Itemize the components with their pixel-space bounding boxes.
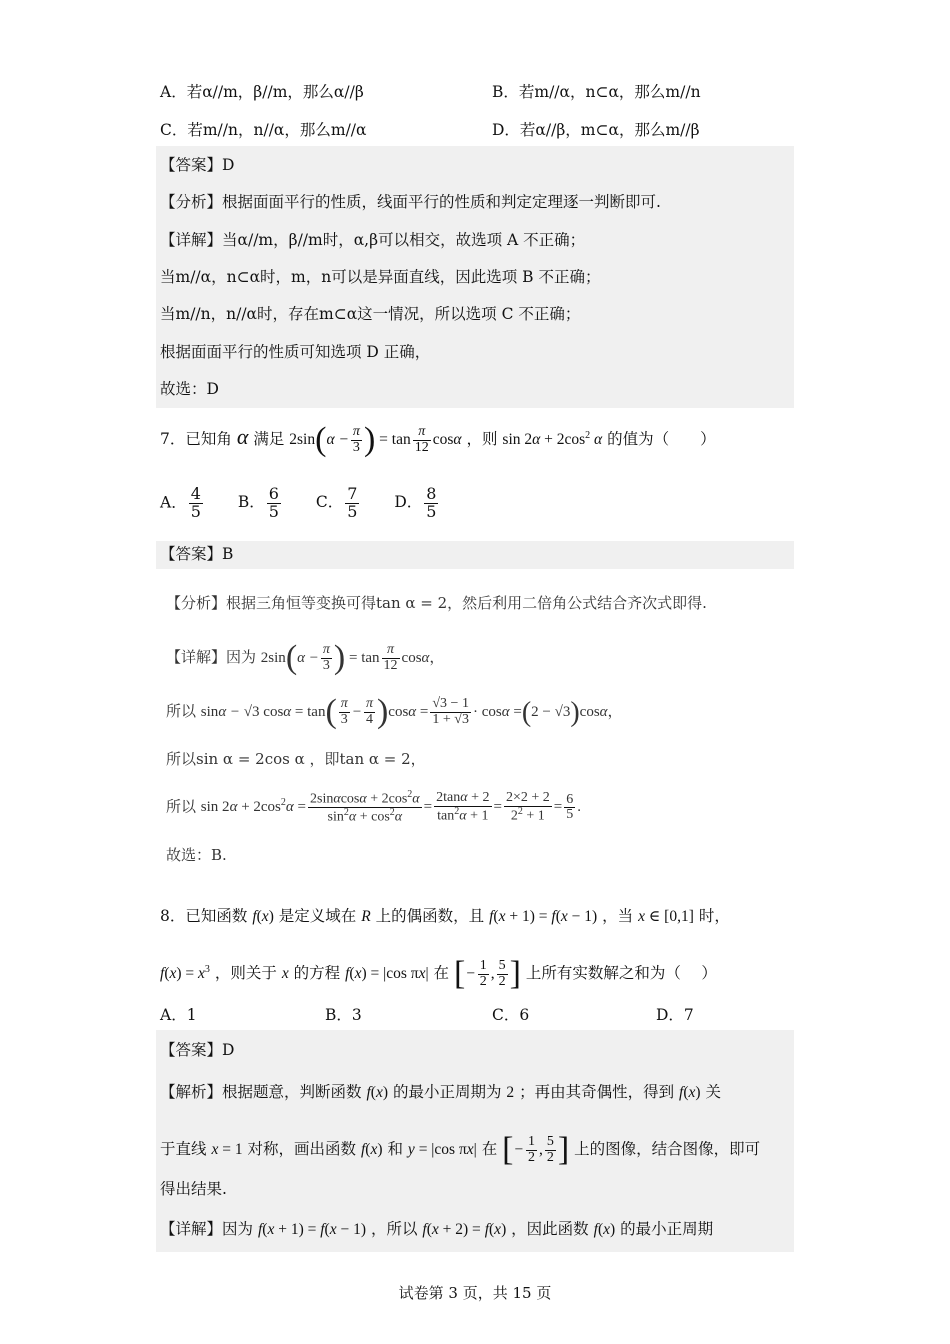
q7-option-c-value: $\frac{7}{5}$ — [347, 484, 358, 521]
q8-line2-a: ，则关于 — [214, 963, 277, 982]
q8-interval-formula: x ∈ [0,1] — [638, 908, 694, 925]
q7-condition-formula: 2sin(α − $\frac{\pi}{3}$ ) = tan $\frac{\pi}{12}$ cosα — [289, 421, 462, 458]
q7-detail-1-formula: 2sin(α − $\frac{\pi}{3}$ ) = tan $\frac{\pi}{12}$ cosα， — [260, 639, 445, 676]
q8-answer: 【答案】D — [160, 1041, 235, 1059]
q8-cube-formula: $f(x) = x^3$ — [160, 963, 210, 982]
q6-option-d: D．若α//β，m⊂α，那么m//β — [492, 121, 700, 139]
q8-analysis1-a: 【解析】根据题意，判断函数 — [160, 1083, 362, 1101]
q6-detail-3: 当m//n，n//α时，存在m⊂α这一情况，所以选项 C 不正确； — [160, 305, 581, 323]
q7-then: ，则 — [466, 429, 498, 448]
q6-analysis: 【分析】根据面面平行的性质，线面平行的性质和判定定理逐一判断即可. — [160, 193, 661, 211]
q8-period-value: 2 — [506, 1084, 515, 1101]
q8-detail-d: 的最小正周期 — [620, 1220, 714, 1238]
q6-answer: 【答案】D — [160, 156, 235, 174]
q8-line1-a: 8．已知函数 — [160, 907, 248, 925]
q8-analysis2-a: 于直线 — [160, 1139, 207, 1158]
q7-detail-3: 所以sin α = 2cos α ，即tan α = 2， — [166, 750, 426, 768]
q8-symmetry-formula: f(x + 1) = f(x − 1) — [489, 908, 598, 925]
q7-detail-2-formula: sinα − √3 cosα = tan( $\frac{\pi}{3}$ − $\frac{\pi}{4}$ )cosα = $\frac{√3 - 1}{1 + √3}$ · cosα =(2 − √3)cosα， — [200, 693, 623, 730]
q8-detail-c: ，因此函数 — [511, 1220, 589, 1238]
q7-option-a-label: A． — [160, 493, 187, 512]
q6-option-a: A．若α//m，β//m，那么α//β — [160, 83, 364, 101]
q8-analysis2-e: 上的图像，结合图像，即可 — [574, 1139, 761, 1158]
q8-option-b: B．3 — [325, 1006, 362, 1024]
q7-detail-4-prefix: 所以 — [166, 797, 197, 816]
q7-detail-4-formula: $\sin 2\alpha + 2\cos^2\alpha$ = $\frac{2\sin\alpha\cos\alpha + 2\cos^2\alpha}{\sin^2\alpha + \cos^2\alpha}$ = $\frac{2\tan\alpha + 2}{\tan^2\alpha + 1}$ = $\frac{2\times 2 + 2}{2^2 + 1}$ = $\frac{6}{5}$ . — [200, 789, 581, 825]
q8-analysis-fx-1: f(x) — [366, 1084, 388, 1101]
q7-option-d-label: D． — [394, 493, 423, 512]
q7-detail-2-prefix: 所以 — [166, 701, 197, 720]
q8-detail-formula-2: f(x + 2) = f(x) — [422, 1221, 507, 1238]
q8-line2-c: 在 — [433, 963, 450, 982]
q6-detail-1: 【详解】当α//m，β//m时，α,β可以相交，故选项 A 不正确； — [160, 231, 586, 249]
q8-detail-b: ，所以 — [370, 1220, 418, 1238]
q7-option-a-value: $\frac{4}{5}$ — [190, 484, 201, 521]
q8-line1-b: 是定义域在 — [278, 907, 357, 925]
q8-analysis2-c: 和 — [387, 1139, 403, 1158]
q8-analysis1-d: 关 — [705, 1083, 722, 1101]
q8-stem-line-2 — [160, 954, 717, 995]
page-footer: 试卷第 3 页，共 15 页 — [398, 1284, 552, 1302]
q7-answer: 【答案】B — [160, 545, 234, 563]
q8-line1-c: 上的偶函数，且 — [375, 907, 485, 925]
q7-answer-block — [156, 541, 794, 569]
q7-mid: 满足 — [253, 429, 285, 448]
q7-options — [160, 486, 440, 521]
q8-analysis1-b: 的最小正周期为 — [392, 1083, 502, 1101]
q8-range-formula: [− $\frac{1}{2}$ , $\frac{5}{2}$ ] — [453, 955, 521, 992]
q7-detail-4 — [166, 790, 581, 826]
q8-stem-line-1 — [160, 907, 730, 927]
q6-detail-2: 当m//α，n⊂α时，m，n可以是异面直线，因此选项 B 不正确； — [160, 268, 601, 286]
q7-option-d-value: $\frac{8}{5}$ — [426, 484, 437, 521]
q7-detail-2 — [166, 692, 623, 733]
q8-fx: f(x) — [252, 908, 274, 925]
q8-detail-fx: f(x) — [593, 1221, 616, 1238]
q8-analysis-fx-2: f(x) — [679, 1084, 701, 1101]
q6-choose: 故选：D — [160, 380, 219, 398]
q7-prefix: 7．已知角 — [160, 429, 232, 448]
q7-option-b-value: $\frac{6}{5}$ — [268, 484, 279, 521]
q7-choose: 故选：B. — [166, 846, 227, 864]
q7-option-b-label: B． — [237, 493, 265, 512]
q8-line1-d: ，当 — [602, 907, 634, 925]
q8-analysis-range: [− $\frac{1}{2}$ , $\frac{5}{2}$ ] — [502, 1131, 570, 1168]
q7-detail-1 — [166, 638, 444, 679]
q8-analysis-line-3: 得出结果. — [160, 1180, 227, 1198]
q7-option-c-label: C． — [315, 493, 344, 512]
q8-line-x1: x = 1 — [211, 1140, 243, 1158]
q8-detail-formula-1: f(x + 1) = f(x − 1) — [257, 1221, 367, 1238]
q6-option-c: C．若m//n，n//α，那么m//α — [160, 121, 367, 139]
q6-detail-4: 根据面面平行的性质可知选项 D 正确， — [160, 343, 431, 361]
q8-detail-a: 【详解】因为 — [160, 1220, 254, 1238]
q8-y-cos: y = |cos πx| — [407, 1140, 477, 1158]
q8-option-c: C．6 — [492, 1006, 530, 1024]
q8-line2-b: 的方程 — [293, 963, 341, 982]
q7-target-expression: $\sin 2\alpha + 2\cos^2$ α — [502, 429, 603, 448]
q8-option-d: D．7 — [656, 1006, 694, 1024]
q8-equation-formula: f(x) = |cos πx| — [345, 964, 429, 982]
q7-stem — [160, 420, 716, 461]
q8-analysis2-d: 在 — [481, 1139, 498, 1158]
q8-analysis-line-2 — [160, 1130, 760, 1171]
q8-option-a: A．1 — [160, 1006, 197, 1024]
q8-analysis-fx-3: f(x) — [360, 1140, 383, 1158]
q8-analysis2-b: 对称，画出函数 — [247, 1139, 357, 1158]
q8-var-x: x — [281, 964, 289, 982]
q7-suffix: 的值为（ ） — [607, 429, 716, 448]
q8-analysis1-c: ；再由其奇偶性，得到 — [519, 1083, 675, 1101]
q8-analysis-line-1 — [160, 1083, 721, 1103]
q8-line1-e: 时， — [698, 907, 730, 925]
q8-domain-r: R — [361, 908, 371, 925]
q6-option-b: B．若m//α，n⊂α，那么m//n — [492, 83, 701, 101]
q7-alpha: α — [236, 423, 249, 449]
q7-analysis: 【分析】根据三角恒等变换可得tan α = 2，然后利用二倍角公式结合齐次式即得. — [166, 594, 707, 612]
q7-detail-1-prefix: 【详解】因为 — [166, 647, 257, 666]
q8-detail-line — [160, 1220, 713, 1240]
q8-line2-d: 上所有实数解之和为（ ） — [525, 963, 717, 982]
